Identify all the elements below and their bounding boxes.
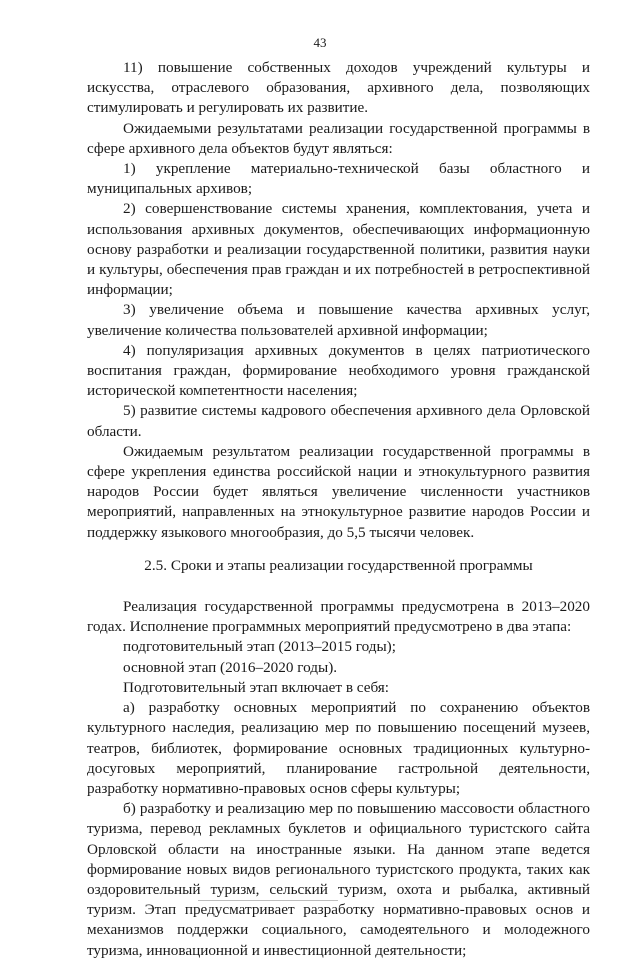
paragraph-ethnocultural-result: Ожидаемым результатом реализации государственной программы в сфере укрепления единства российской нации и этнокультурного развития народов России будет являться увеличение численности участников мероприятий, направленных на этнокультурное развитие народов России и поддержку языкового многообразия, до 5,5 тысячи человек. <box>87 442 590 541</box>
paragraph-archive-results-intro: Ожидаемыми результатами реализации государственной программы в сфере архивного дела объектов будут являться: <box>87 119 590 157</box>
section-heading: 2.5. Сроки и этапы реализации государственной программы <box>144 556 533 574</box>
list-item-archive-4: 4) популяризация архивных документов в целях патриотического воспитания граждан, формирование необходимого уровня гражданской исторической компетентности населения; <box>87 341 590 400</box>
list-item-archive-2: 2) совершенствование системы хранения, комплектования, учета и использования архивных документов, обеспечивающих информационную основу разработки и реализации государственной политики, развития науки и культуры, обеспечения прав граждан и их потребностей в ретроспективной информации; <box>87 200 590 299</box>
list-item-archive-5: 5) развитие системы кадрового обеспечения архивного дела Орловской области. <box>87 402 590 440</box>
scan-artifact-line <box>198 900 338 901</box>
document-body <box>87 58 590 961</box>
paragraph-preparatory-includes: Подготовительный этап включает в себя: <box>123 678 390 696</box>
page-number: 43 <box>313 35 327 50</box>
list-item-preparatory-a: а) разработку основных мероприятий по сохранению объектов культурного наследия, реализацию мер по повышению посещений музеев, театров, библиотек, формирование основных традиционных культурно-досуговых мероприятий, планирование гастрольной деятельности, разработку нормативно-правовых основ сферы культуры; <box>87 699 590 797</box>
stage-preparatory: подготовительный этап (2013–2015 годы); <box>123 638 396 656</box>
list-item-archive-3: 3) увеличение объема и повышение качества архивных услуг, увеличение количества пользователей архивной информации; <box>87 301 590 339</box>
paragraph-program-period: Реализация государственной программы предусмотрена в 2013–2020 годах. Исполнение программных мероприятий предусмотрено в два этапа: <box>87 598 590 636</box>
list-item-archive-1: 1) укрепление материально-технической базы областного и муниципальных архивов; <box>87 160 590 198</box>
list-item-preparatory-b: б) разработку и реализацию мер по повышению массовости областного туризма, перевод рекламных буклетов и официального туристского сайта Орловской области на иностранные языки. На данном этапе ведется формирование новых видов регионального туристского продукта, таких как оздоровительный туризм, сельский туризм, охота и рыбалка, активный туризм. Этап предусматривает разработку нормативно-правовых основ и механизмов поддержки социального, самодеятельного и молодежного туризма, инновационной и инвестиционной деятельности; <box>87 800 590 959</box>
stage-main: основной этап (2016–2020 годы). <box>123 658 338 676</box>
paragraph-goal-11: 11) повышение собственных доходов учреждений культуры и искусства, отраслевого образования, архивного дела, позволяющих стимулировать и регулировать их развитие. <box>87 59 590 117</box>
